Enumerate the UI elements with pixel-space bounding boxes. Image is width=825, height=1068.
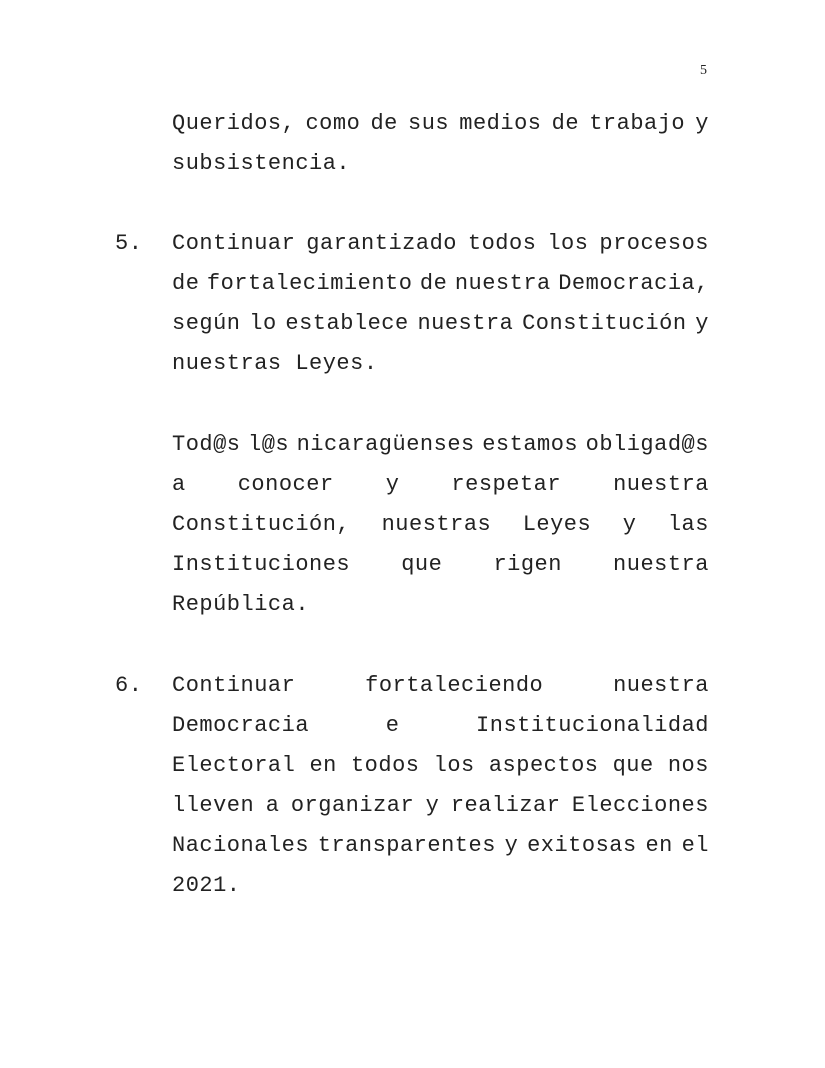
word: l@s xyxy=(248,432,290,457)
word: e xyxy=(385,713,400,738)
word: Democracia xyxy=(172,713,310,738)
word: exitosas xyxy=(527,833,637,858)
word: a xyxy=(172,472,186,497)
word: y xyxy=(385,472,400,497)
word: aspectos xyxy=(488,753,599,778)
word: de xyxy=(172,271,200,296)
word: las xyxy=(667,512,709,537)
word: y xyxy=(504,833,519,858)
item-5-paragraph xyxy=(172,224,709,384)
word: realizar xyxy=(450,793,561,818)
word: nicaragüenses xyxy=(296,432,475,457)
word: Continuar xyxy=(172,673,296,698)
text-line: nuestras Leyes. xyxy=(172,351,378,376)
word: nos xyxy=(667,753,709,778)
item-5-number: 5. xyxy=(115,231,143,256)
word: y xyxy=(622,512,637,537)
word: como xyxy=(305,111,361,136)
text-line xyxy=(172,826,709,866)
continuation-paragraph xyxy=(172,104,709,184)
word: según xyxy=(172,311,241,336)
word: Continuar xyxy=(172,231,296,256)
word: rigen xyxy=(493,552,562,577)
word: a xyxy=(265,793,280,818)
word: Tod@s xyxy=(172,432,241,457)
word: fortaleciendo xyxy=(365,673,544,698)
word: lleven xyxy=(172,793,255,818)
word: nuestra xyxy=(417,311,514,336)
word: el xyxy=(681,833,709,858)
text-line xyxy=(172,786,709,826)
word: Elecciones xyxy=(571,793,709,818)
word: Nacionales xyxy=(172,833,310,858)
word: Instituciones xyxy=(172,552,351,577)
word: que xyxy=(612,753,654,778)
text-line xyxy=(172,706,709,746)
word: Constitución xyxy=(522,311,687,336)
word: que xyxy=(401,552,443,577)
word: procesos xyxy=(599,231,709,256)
text-line xyxy=(172,224,709,264)
word: Queridos, xyxy=(172,111,296,136)
word: nuestras xyxy=(381,512,492,537)
word: Constitución, xyxy=(172,512,351,537)
word: todos xyxy=(467,231,537,256)
word: los xyxy=(547,231,589,256)
word: fortalecimiento xyxy=(206,271,413,296)
word: conocer xyxy=(237,472,334,497)
text-line xyxy=(172,545,709,585)
item-6-number: 6. xyxy=(115,673,143,698)
word: y xyxy=(695,111,709,136)
text-line: 2021. xyxy=(172,873,241,898)
word: de xyxy=(551,111,580,136)
word: lo xyxy=(249,311,277,336)
word: nuestra xyxy=(454,271,551,296)
item-6-paragraph xyxy=(172,666,709,906)
word: nuestra xyxy=(613,673,709,698)
word: medios xyxy=(459,111,542,136)
word: Leyes xyxy=(522,512,592,537)
text-line: subsistencia. xyxy=(172,151,351,176)
text-line xyxy=(172,425,709,465)
word: nuestra xyxy=(613,552,709,577)
text-line xyxy=(172,264,709,304)
word: todos xyxy=(350,753,420,778)
text-line xyxy=(172,666,709,706)
word: estamos xyxy=(482,432,579,457)
text-line xyxy=(172,104,709,144)
word: nuestra xyxy=(613,472,709,497)
word: Electoral xyxy=(172,753,296,778)
word: y xyxy=(695,311,709,336)
word: obligad@s xyxy=(585,432,709,457)
word: trabajo xyxy=(589,111,686,136)
text-line xyxy=(172,505,709,545)
text-line xyxy=(172,746,709,786)
word: Institucionalidad xyxy=(476,713,709,738)
word: de xyxy=(370,111,398,136)
page-number: 5 xyxy=(700,63,707,78)
text-line xyxy=(172,465,709,505)
word: respetar xyxy=(451,472,562,497)
word: los xyxy=(433,753,475,778)
item-5-second-paragraph xyxy=(172,425,709,625)
text-line: República. xyxy=(172,592,310,617)
word: sus xyxy=(408,111,450,136)
word: establece xyxy=(285,311,409,336)
text-line xyxy=(172,304,709,344)
word: garantizado xyxy=(306,231,457,256)
word: transparentes xyxy=(317,833,496,858)
word: Democracia, xyxy=(558,271,709,296)
word: de xyxy=(419,271,448,296)
word: en xyxy=(645,833,673,858)
word: en xyxy=(309,753,337,778)
word: y xyxy=(425,793,440,818)
word: organizar xyxy=(290,793,415,818)
